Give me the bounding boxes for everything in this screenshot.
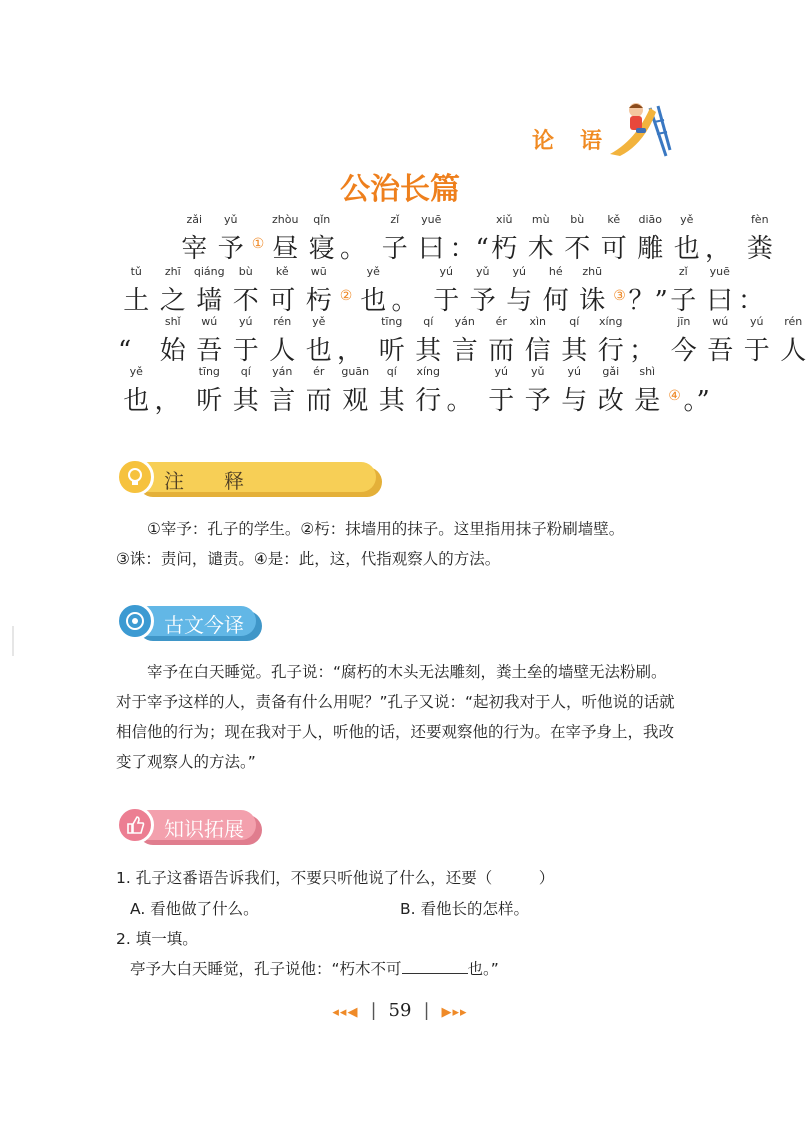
lightbulb-icon [116,458,154,496]
translation-text: 宰予在白天睡觉。孔子说：“腐朽的木头无法雕刻，粪土垒的墙壁无法粉刷。对于宰予这样的人，责备有什么用呢？”孔子又说：“起初我对于人，听他说的话就相信他的行为；现在我对于人，听他的话，还要观察他的行为。在宰予身上，我改变了观察人的方法。” [116,663,675,771]
pinyin: qí [569,315,580,328]
hanzi-with-pinyin [538,265,575,318]
fill-blank[interactable] [402,959,468,974]
hanzi: 曰 [418,234,445,264]
hanzi-with-pinyin [337,365,374,418]
margin-mark [12,626,14,656]
hanzi-with-pinyin [264,365,301,418]
hanzi: 何 [542,286,569,316]
pinyin: shǐ [164,315,181,328]
question-2: 2. 填一填。 [116,930,198,948]
pinyin: qí [386,365,397,378]
hanzi-with-pinyin [213,213,250,266]
pinyin: xíng [416,365,441,378]
hanzi: 其 [415,336,442,366]
hanzi: 木 [527,234,554,264]
hanzi: 今 [670,336,697,366]
pinyin: wú [712,315,729,328]
hanzi: 改 [597,386,624,416]
pinyin: yǔ [476,265,490,278]
pinyin: yě [312,315,326,328]
translation-heading: 古文今译 [164,613,244,637]
pinyin: hé [548,265,563,278]
pinyin: jīn [677,315,691,328]
notes-text [116,514,681,574]
punctuation [705,232,742,266]
punctuation [629,334,666,368]
hanzi: 听 [378,336,405,366]
pinyin: yú [439,265,453,278]
hanzi: 也 [305,336,332,366]
classical-line [118,213,778,266]
hanzi: 吾 [196,336,223,366]
punctuation-mark: ：“ [449,234,489,264]
hanzi-with-pinyin [665,265,702,318]
pinyin: yán [272,365,293,378]
hanzi: 与 [506,286,533,316]
hanzi: 墙 [196,286,223,316]
hanzi: 曰 [706,286,733,316]
pinyin: fèn [750,213,769,226]
hanzi-with-pinyin [191,315,228,368]
hanzi-with-pinyin [301,315,338,368]
hanzi-with-pinyin [702,265,739,318]
pinyin: yǔ [531,365,545,378]
hanzi-with-pinyin [483,365,520,418]
hanzi: 人 [780,336,807,366]
footnote-number: ④ [668,388,681,404]
page-number: 59 [388,1000,412,1021]
hanzi: 人 [269,336,296,366]
hanzi-with-pinyin [632,213,669,266]
thumbs-up-icon [116,806,154,844]
page-title: 公治长篇 [340,172,460,207]
pinyin: qí [240,365,251,378]
hanzi: 与 [561,386,588,416]
hanzi: 听 [196,386,223,416]
hanzi: 信 [524,336,551,366]
hanzi: 不 [232,286,259,316]
page-footer: ◂◂◀ | 59 | ▶▸▸ [332,1000,468,1021]
punctuation [118,334,155,368]
punctuation [738,284,775,318]
hanzi-with-pinyin [465,265,502,318]
hanzi: 于 [488,386,515,416]
pinyin: gǎi [602,365,620,378]
hanzi-with-pinyin [228,265,265,318]
hanzi: 土 [123,286,150,316]
hanzi-with-pinyin [520,315,557,368]
hanzi: 雕 [637,234,664,264]
pinyin: yuē [709,265,730,278]
pinyin: qí [423,315,434,328]
punctuation-mark: 。 [446,386,473,416]
punctuation-mark: ， [337,336,364,366]
punctuation-mark: ； [629,336,656,366]
hanzi-with-pinyin [669,213,706,266]
pinyin: yě [680,213,694,226]
pinyin: zhū [582,265,603,278]
punctuation-mark: 。 [391,286,418,316]
hanzi: 言 [269,386,296,416]
hanzi-with-pinyin [191,365,228,418]
hanzi: 其 [232,386,259,416]
hanzi-with-pinyin [155,265,192,318]
hanzi-with-pinyin [301,365,338,418]
hanzi: 言 [451,336,478,366]
hanzi-with-pinyin [374,315,411,368]
hanzi-with-pinyin [118,365,155,418]
notes-line-1: ①宰予：孔子的学生。②杇：抹墙用的抹子。这里指用抹子粉刷墙壁。 [147,520,625,538]
hanzi-with-pinyin [556,365,593,418]
pinyin: yě [129,365,143,378]
hanzi-with-pinyin [739,315,776,368]
hanzi-with-pinyin [228,365,265,418]
hanzi: 而 [488,336,515,366]
fill-sentence-suffix: 也。” [467,960,499,978]
hanzi-with-pinyin [593,365,630,418]
hanzi: 寝 [308,234,335,264]
hanzi: 是 [634,386,661,416]
hanzi-with-pinyin [118,265,155,318]
fill-sentence-prefix: 亭予大白天睡觉，孔子说他：“朽木不可 [130,960,402,978]
classical-line [118,365,720,418]
pinyin: zhòu [272,213,299,226]
pinyin: zhī [164,265,181,278]
pinyin: yě [366,265,380,278]
punctuation-mark: ： [738,286,765,316]
punctuation [155,384,192,418]
pinyin: yán [454,315,475,328]
option-a: A. 看他做了什么。 [130,900,259,918]
punctuation [684,384,721,418]
pinyin: guān [341,365,370,378]
hanzi: 不 [564,234,591,264]
pinyin: rén [784,315,803,328]
hanzi-with-pinyin [629,365,666,418]
hanzi-with-pinyin [593,315,630,368]
hanzi-with-pinyin [559,213,596,266]
hanzi: 昼 [272,234,299,264]
hanzi-with-pinyin [428,265,465,318]
hanzi-with-pinyin [447,315,484,368]
prev-arrows-icon: ◂◂◀ [332,1005,359,1020]
hanzi-with-pinyin [355,265,392,318]
hanzi: 粪 [746,234,773,264]
question-1: 1. 孔子这番语告诉我们，不要只听他说了什么，还要（ ） [116,869,555,887]
hanzi-with-pinyin [501,265,538,318]
pinyin: kě [607,213,621,226]
pinyin: bù [570,213,585,226]
pinyin: diāo [638,213,662,226]
hanzi: 始 [159,336,186,366]
pinyin: mù [531,213,550,226]
hanzi-with-pinyin [486,213,523,266]
hanzi: 其 [378,386,405,416]
hanzi-with-pinyin [267,213,304,266]
punctuation [337,334,374,368]
hanzi: 可 [600,234,627,264]
hanzi-with-pinyin [520,365,557,418]
notes-heading: 注 释 [164,469,244,493]
punctuation [447,384,484,418]
pinyin: yú [512,265,526,278]
hanzi: 行 [597,336,624,366]
pinyin: yuē [421,213,442,226]
hanzi: 吾 [707,336,734,366]
pinyin: tīng [198,365,220,378]
hanzi-with-pinyin [574,265,611,318]
pinyin: wú [201,315,218,328]
hanzi: 观 [342,386,369,416]
hanzi-with-pinyin [304,213,341,266]
pinyin: yú [239,315,253,328]
hanzi-with-pinyin [483,315,520,368]
hanzi: 朽 [491,234,518,264]
punctuation-mark: ？” [628,286,668,316]
punctuation-mark: “ [118,336,132,366]
hanzi: 诛 [579,286,606,316]
pinyin: zǎi [186,213,203,226]
hanzi: 也 [123,386,150,416]
target-icon [116,602,154,640]
footnote-marker [666,388,684,418]
pinyin: kě [275,265,289,278]
hanzi-with-pinyin [410,365,447,418]
punctuation-mark: ， [705,234,732,264]
pinyin: zǐ [390,213,400,226]
punctuation-mark: 。” [683,386,710,416]
section-title: 论语 [532,129,629,154]
punctuation-mark: ， [154,386,181,416]
pinyin: rén [273,315,292,328]
hanzi-with-pinyin [377,213,414,266]
pinyin: ér [495,315,507,328]
hanzi: 之 [159,286,186,316]
hanzi: 也 [673,234,700,264]
pinyin: wū [310,265,327,278]
hanzi-with-pinyin [556,315,593,368]
pinyin: yú [567,365,581,378]
pinyin: yǔ [224,213,238,226]
slide-kid-illustration [606,100,670,158]
hanzi-with-pinyin [191,265,228,318]
hanzi: 宰 [181,234,208,264]
hanzi-with-pinyin [264,315,301,368]
pinyin: qǐn [313,213,331,226]
classical-line [118,315,812,368]
hanzi: 予 [217,234,244,264]
hanzi: 予 [469,286,496,316]
pinyin: ér [313,365,325,378]
pinyin: xíng [598,315,623,328]
hanzi-with-pinyin [775,315,812,368]
notes-line-2: ③诛：责问，谴责。④是：此，这，代指观察人的方法。 [116,550,501,568]
footnote-number: ③ [613,288,626,304]
pinyin: tīng [381,315,403,328]
option-b: B. 看他长的怎样。 [400,900,529,918]
pinyin: shì [639,365,656,378]
hanzi-with-pinyin [523,213,560,266]
pinyin: tǔ [130,265,142,278]
footnote-number: ① [251,236,265,252]
hanzi-with-pinyin [666,315,703,368]
punctuation [629,284,666,318]
question-2-sentence [130,957,499,979]
pinyin: qiáng [193,265,225,278]
hanzi-with-pinyin [374,365,411,418]
hanzi: 可 [269,286,296,316]
pinyin: bù [238,265,253,278]
hanzi-with-pinyin [742,213,779,266]
hanzi: 于 [743,336,770,366]
hanzi-with-pinyin [264,265,301,318]
extension-heading: 知识拓展 [164,817,244,841]
hanzi: 也 [360,286,387,316]
hanzi-with-pinyin [410,315,447,368]
hanzi: 于 [232,336,259,366]
hanzi: 行 [415,386,442,416]
footnote-number: ② [339,288,353,304]
pinyin: xiǔ [495,213,513,226]
hanzi: 子 [381,234,408,264]
footnote-marker [249,236,267,266]
hanzi-with-pinyin [228,315,265,368]
classical-line [118,265,775,318]
pinyin: yú [494,365,508,378]
next-arrows-icon: ▶▸▸ [441,1005,468,1020]
hanzi: 子 [670,286,697,316]
punctuation-mark: 。 [340,234,367,264]
pinyin: zǐ [678,265,688,278]
pinyin: xìn [529,315,547,328]
hanzi: 而 [305,386,332,416]
punctuation [392,284,429,318]
punctuation [340,232,377,266]
hanzi: 其 [561,336,588,366]
hanzi-with-pinyin [176,213,213,266]
hanzi-with-pinyin [702,315,739,368]
hanzi: 杇 [305,286,332,316]
hanzi-with-pinyin [155,315,192,368]
hanzi: 予 [524,386,551,416]
footnote-marker [337,288,355,318]
hanzi: 于 [433,286,460,316]
punctuation [450,232,487,266]
hanzi-with-pinyin [596,213,633,266]
hanzi-with-pinyin [301,265,338,318]
hanzi-with-pinyin [413,213,450,266]
pinyin: yú [750,315,764,328]
